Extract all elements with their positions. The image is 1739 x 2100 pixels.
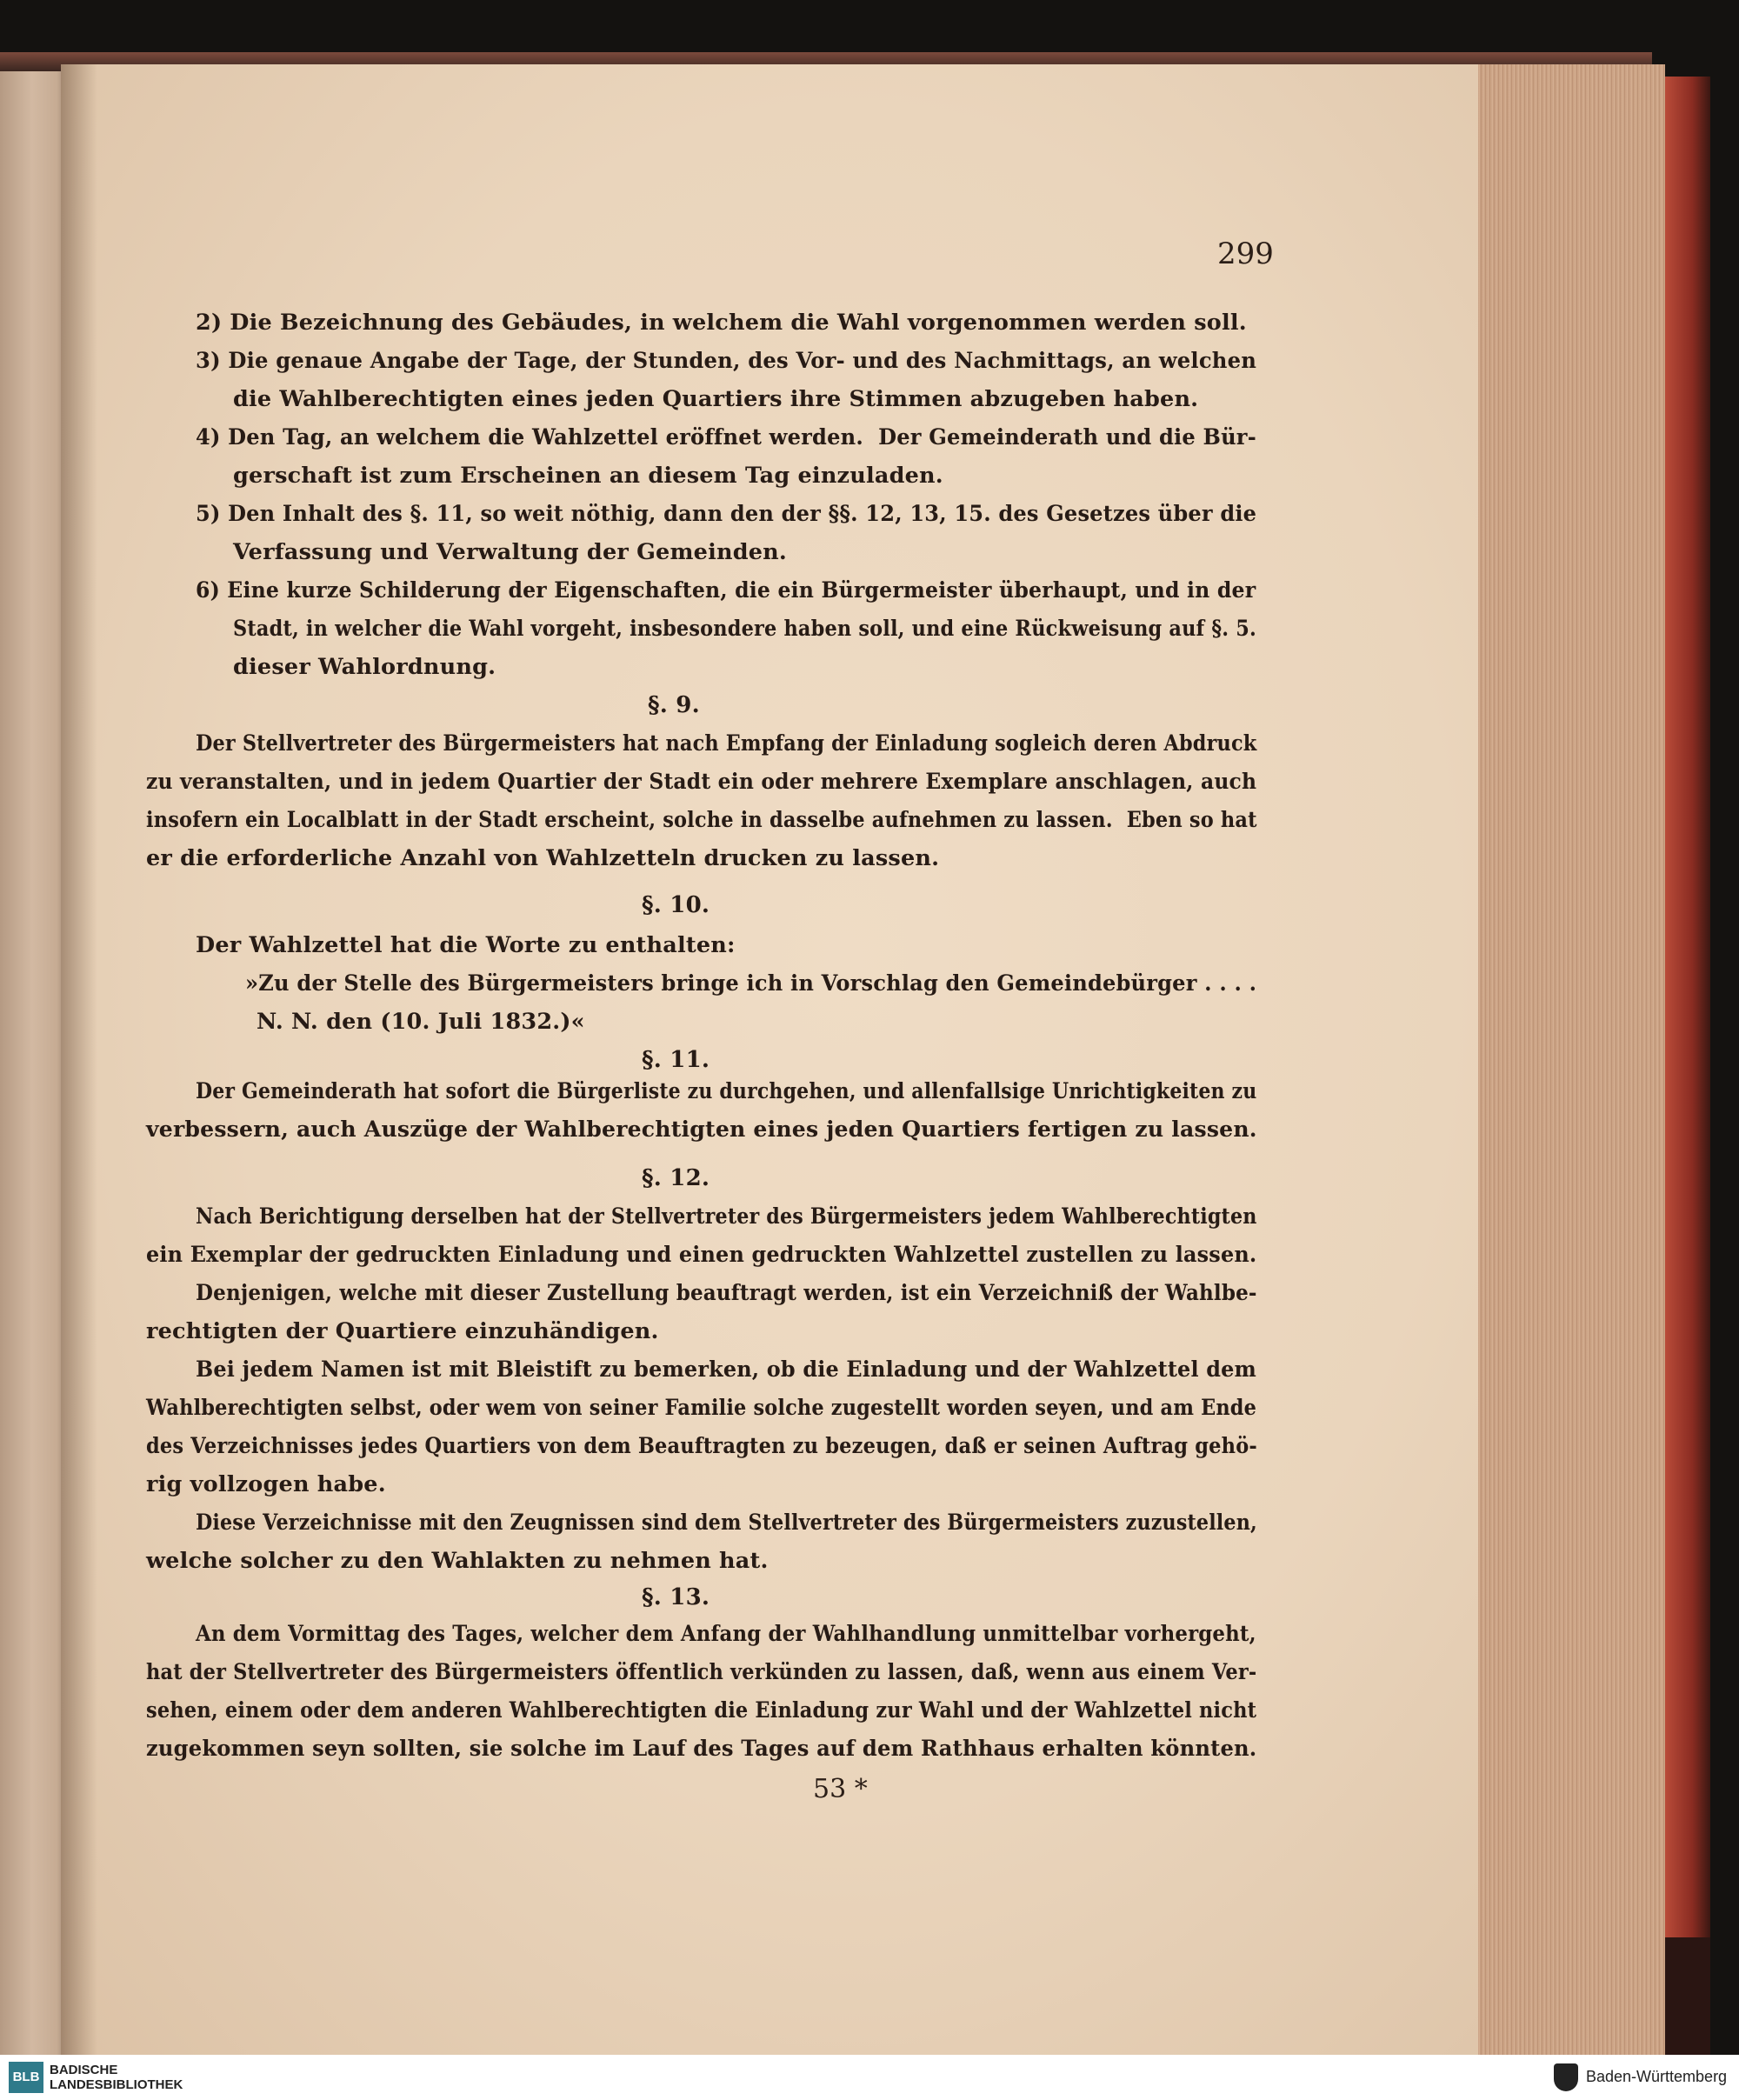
text-line: welche solcher zu den Wahlakten zu nehmen hat. xyxy=(146,1548,769,1574)
text-line: dieser Wahlordnung. xyxy=(233,654,496,680)
book-fore-edge xyxy=(1478,64,1665,2055)
text-line: Der Gemeinderath hat sofort die Bürgerliste zu durchgehen, und allenfallsige Unrichtigkeiten zu xyxy=(196,1078,1257,1104)
text-line: Verfassung und Verwaltung der Gemeinden. xyxy=(233,539,787,565)
signature-mark: 53 * xyxy=(813,1774,868,1804)
state-name[interactable]: Baden-Württemberg xyxy=(1586,2068,1728,2085)
text-line: 4) Den Tag, an welchem die Wahlzettel eröffnet werden. Der Gemeinderath und die Bür- xyxy=(196,424,1256,450)
text-line: ein Exemplar der gedruckten Einladung und einen gedruckten Wahlzettel zustellen zu lassen. xyxy=(146,1242,1257,1268)
text-line: des Verzeichnisses jedes Quartiers von dem Beauftragten zu bezeugen, daß er seinen Auftrag gehö- xyxy=(146,1433,1257,1459)
text-line: N. N. den (10. Juli 1832.)« xyxy=(257,1009,585,1035)
text-line: rig vollzogen habe. xyxy=(146,1471,386,1497)
text-line: 2) Die Bezeichnung des Gebäudes, in welchem die Wahl vorgenommen werden soll. xyxy=(196,310,1247,336)
text-line: An dem Vormittag des Tages, welcher dem Anfang der Wahlhandlung unmittelbar vorhergeht, xyxy=(196,1621,1256,1647)
text-line: Wahlberechtigten selbst, oder wem von seiner Familie solche zugestellt worden seyen, und am Ende xyxy=(146,1395,1257,1421)
text-line: verbessern, auch Auszüge der Wahlberechtigten eines jeden Quartiers fertigen zu lassen. xyxy=(146,1117,1257,1143)
section-heading: §. 13. xyxy=(642,1584,710,1610)
text-line: hat der Stellvertreter des Bürgermeisters öffentlich verkünden zu lassen, daß, wenn aus einem Ver- xyxy=(146,1659,1257,1685)
library-name: BADISCHE LANDESBIBLIOTHEK xyxy=(50,2063,183,2092)
footer-bar xyxy=(0,2055,1739,2100)
text-line: zugekommen seyn sollten, sie solche im Lauf des Tages auf dem Rathhaus erhalten könnten. xyxy=(146,1736,1257,1762)
text-line: zu veranstalten, und in jedem Quartier der Stadt ein oder mehrere Exemplare anschlagen, auch xyxy=(146,769,1257,795)
section-heading: §. 9. xyxy=(648,692,700,718)
text-line: Diese Verzeichnisse mit den Zeugnissen sind dem Stellvertreter des Bürgermeisters zuzustellen, xyxy=(196,1510,1257,1536)
section-heading: §. 12. xyxy=(642,1165,710,1191)
text-line: sehen, einem oder dem anderen Wahlberechtigten die Einladung zur Wahl und der Wahlzettel nicht xyxy=(146,1697,1257,1723)
book-cover-corner xyxy=(1665,1937,1710,2055)
text-line: Nach Berichtigung derselben hat der Stellvertreter des Bürgermeisters jedem Wahlberechtigten xyxy=(196,1203,1257,1230)
text-line: 5) Den Inhalt des §. 11, so weit nöthig, dann den der §§. 12, 13, 15. des Gesetzes über die xyxy=(196,501,1257,527)
text-line: Der Wahlzettel hat die Worte zu enthalten: xyxy=(196,932,736,958)
section-heading: §. 11. xyxy=(642,1047,710,1073)
text-line: die Wahlberechtigten eines jeden Quartiers ihre Stimmen abzugeben haben. xyxy=(233,386,1199,412)
page-number: 299 xyxy=(1217,237,1274,271)
text-line: Stadt, in welcher die Wahl vorgeht, insbesondere haben soll, und eine Rückweisung auf §. 5. xyxy=(233,616,1256,642)
text-line: 6) Eine kurze Schilderung der Eigenschaften, die ein Bürgermeister überhaupt, und in der xyxy=(196,577,1256,603)
text-line: gerschaft ist zum Erscheinen an diesem Tag einzuladen. xyxy=(233,463,943,489)
coat-of-arms-icon xyxy=(1554,2063,1578,2091)
text-line: insofern ein Localblatt in der Stadt erscheint, solche in dasselbe aufnehmen zu lassen. Eben so hat xyxy=(146,807,1257,833)
section-heading: §. 10. xyxy=(642,892,710,918)
book-cover xyxy=(1665,77,1710,1937)
text-line: »Zu der Stelle des Bürgermeisters bringe ich in Vorschlag den Gemeindebürger . . . . xyxy=(245,970,1257,997)
text-line: 3) Die genaue Angabe der Tage, der Stunden, des Vor- und des Nachmittags, an welchen xyxy=(196,348,1257,374)
text-line: rechtigten der Quartiere einzuhändigen. xyxy=(146,1318,659,1344)
text-line: er die erforderliche Anzahl von Wahlzetteln drucken zu lassen. xyxy=(146,845,940,871)
page-gutter xyxy=(61,64,97,2055)
blb-logo[interactable]: BLB xyxy=(9,2062,43,2093)
text-line: Denjenigen, welche mit dieser Zustellung beauftragt werden, ist ein Verzeichniß der Wahlbe- xyxy=(196,1280,1257,1306)
text-line: Der Stellvertreter des Bürgermeisters hat nach Empfang der Einladung sogleich deren Abdruck xyxy=(196,730,1257,757)
text-line: Bei jedem Namen ist mit Bleistift zu bemerken, ob die Einladung und der Wahlzettel dem xyxy=(196,1357,1256,1383)
